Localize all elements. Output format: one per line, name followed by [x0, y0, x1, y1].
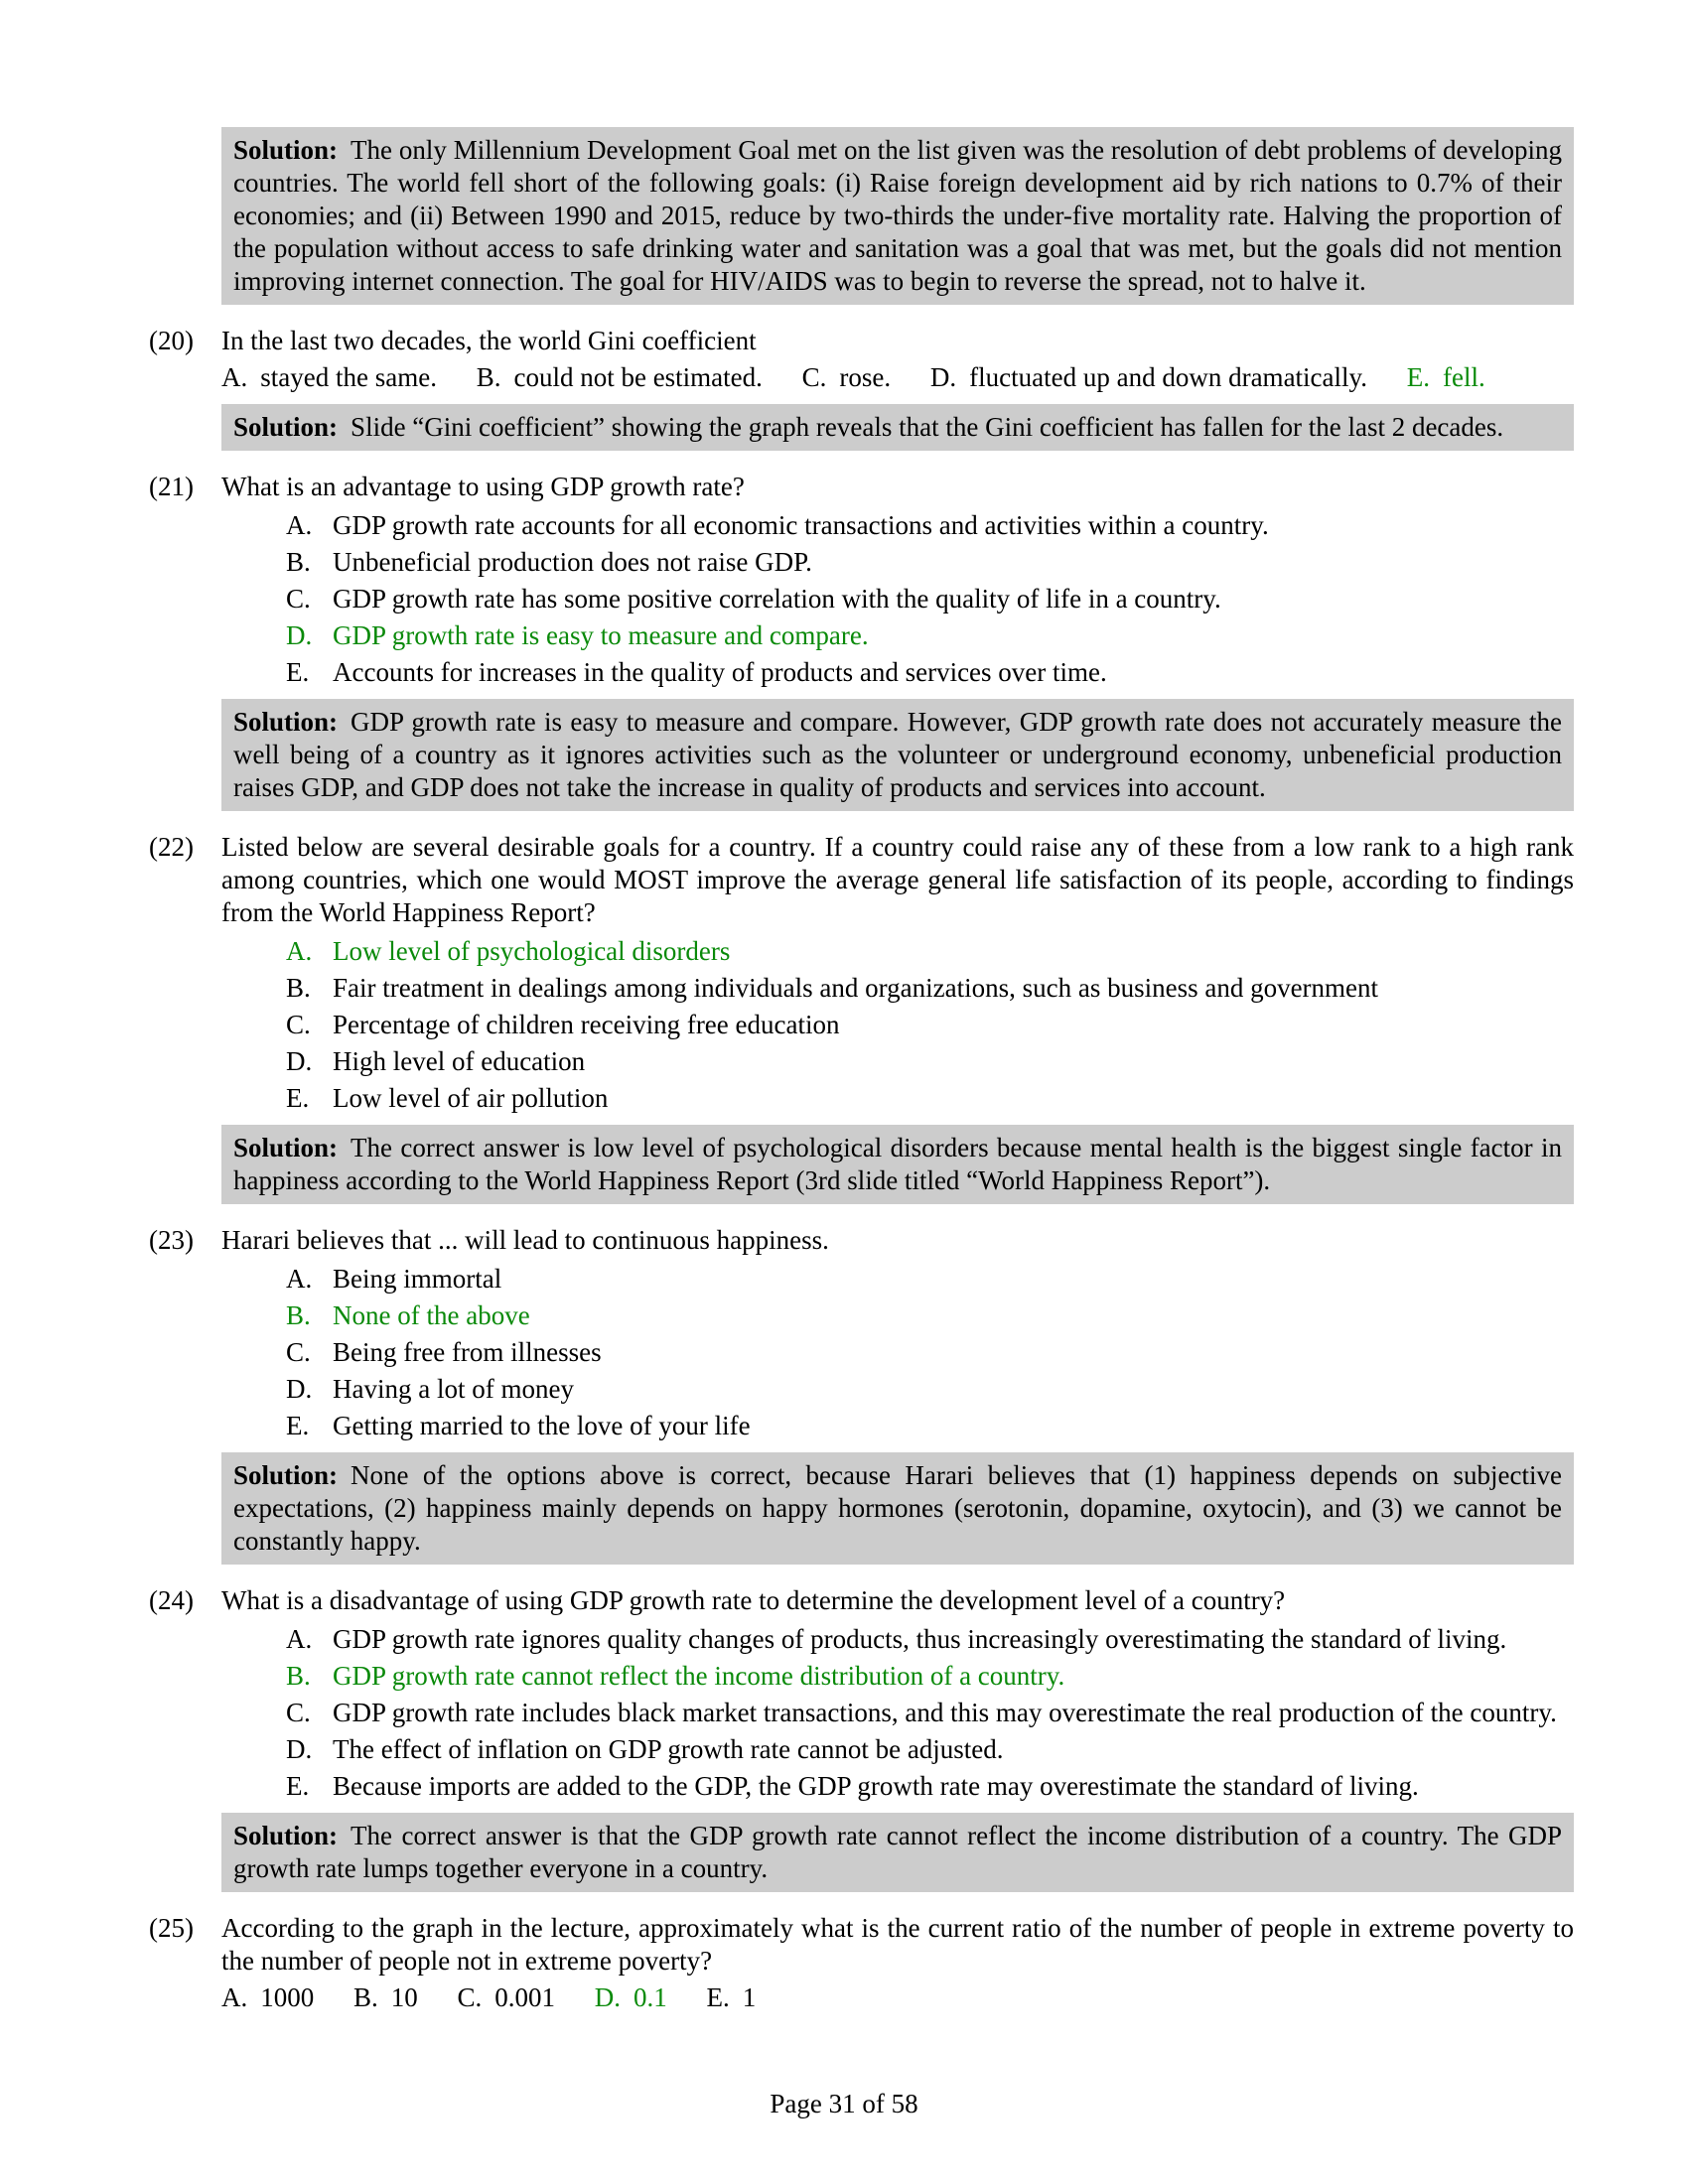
- question-20: [149, 325, 1574, 451]
- option-d-correct: D. GDP growth rate is easy to measure and compare.: [286, 620, 869, 650]
- options-list: [286, 1263, 1574, 1442]
- option-b: B. could not be estimated.: [476, 362, 763, 392]
- question-text: Listed below are several desirable goals for a country. If a country could raise any of these from a low rank to a high rank among countries, which one would MOST improve the average general life satisfaction of its people, according to findings from the World Happiness Report?: [221, 832, 1574, 927]
- option-a: A. GDP growth rate ignores quality changes of products, thus increasingly overestimating the standard of living.: [286, 1624, 1507, 1654]
- solution-text: The correct answer is low level of psychological disorders because mental health is the biggest single factor in happiness according to the World Happiness Report (3rd slide titled “World Happiness Report”).: [233, 1133, 1562, 1195]
- options-list: [286, 509, 1574, 689]
- question-text: In the last two decades, the world Gini coefficient: [221, 326, 757, 355]
- solution-box: [221, 1452, 1574, 1565]
- solution-box: [221, 1125, 1574, 1204]
- option-e: E. Accounts for increases in the quality of products and services over time.: [286, 657, 1107, 687]
- option-d: D. Having a lot of money: [286, 1374, 574, 1404]
- question-number: (24): [149, 1585, 194, 1615]
- option-a-correct: A. Low level of psychological disorders: [286, 936, 731, 966]
- question-number: (23): [149, 1225, 194, 1255]
- solution-text: Slide “Gini coefficient” showing the graph reveals that the Gini coefficient has fallen for the last 2 decades.: [351, 412, 1504, 442]
- options-inline: [221, 1981, 1574, 2014]
- option-a: A. GDP growth rate accounts for all economic transactions and activities within a country.: [286, 510, 1269, 540]
- option-e: E. Getting married to the love of your life: [286, 1411, 751, 1440]
- solution-box: [221, 127, 1574, 305]
- options-inline: [221, 361, 1574, 394]
- question-21: [149, 471, 1574, 811]
- option-b: B. Fair treatment in dealings among individuals and organizations, such as business and government: [286, 973, 1379, 1003]
- solution-label: Solution:: [233, 1133, 339, 1162]
- option-e: E. Because imports are added to the GDP, the GDP growth rate may overestimate the standard of living.: [286, 1771, 1419, 1801]
- option-d-correct: D. 0.1: [594, 1982, 667, 2012]
- option-a: A. stayed the same.: [221, 362, 437, 392]
- option-c: C. 0.001: [457, 1982, 556, 2012]
- question-22: [149, 831, 1574, 1204]
- question-number: (20): [149, 326, 194, 355]
- question-text: Harari believes that ... will lead to continuous happiness.: [221, 1225, 829, 1255]
- solution-label: Solution:: [233, 412, 339, 442]
- option-c: C. Being free from illnesses: [286, 1337, 602, 1367]
- option-d: D. fluctuated up and down dramatically.: [929, 362, 1368, 392]
- solution-text: None of the options above is correct, because Harari believes that (1) happiness depends on subjective expectations, (2) happiness mainly depends on happy hormones (serotonin, dopamine, oxytocin), and (3) we cannot be constantly happy.: [233, 1460, 1562, 1556]
- question-text: What is a disadvantage of using GDP growth rate to determine the development level of a country?: [221, 1585, 1286, 1615]
- question-number: (21): [149, 472, 194, 501]
- option-c: C. rose.: [801, 362, 892, 392]
- solution-label: Solution:: [233, 135, 339, 165]
- options-list: [286, 1623, 1574, 1803]
- option-a: A. 1000: [221, 1982, 315, 2012]
- question-24: [149, 1584, 1574, 1892]
- solution-text: GDP growth rate is easy to measure and compare. However, GDP growth rate does not accurately measure the well being of a country as it ignores activities such as the volunteer or underground economy, unbeneficial production raises GDP, and GDP does not take the increase in quality of products and services into account.: [233, 707, 1562, 802]
- solution-label: Solution:: [233, 1460, 339, 1490]
- question-number: (25): [149, 1913, 194, 1943]
- question-text: According to the graph in the lecture, approximately what is the current ratio of the number of people in extreme poverty to the number of people not in extreme poverty?: [221, 1913, 1574, 1976]
- option-b-correct: B. None of the above: [286, 1300, 530, 1330]
- page-footer: Page 31 of 58: [770, 2089, 918, 2118]
- option-b-correct: B. GDP growth rate cannot reflect the income distribution of a country.: [286, 1661, 1065, 1691]
- option-a: A. Being immortal: [286, 1264, 502, 1294]
- option-b: B. Unbeneficial production does not raise GDP.: [286, 547, 812, 577]
- solution-box: [221, 404, 1574, 451]
- solution-label: Solution:: [233, 707, 339, 737]
- question-text: What is an advantage to using GDP growth rate?: [221, 472, 745, 501]
- options-list: [286, 935, 1574, 1115]
- question-number: (22): [149, 832, 194, 862]
- option-c: C. Percentage of children receiving free education: [286, 1010, 840, 1039]
- option-d: D. High level of education: [286, 1046, 586, 1076]
- solution-box: [221, 1813, 1574, 1892]
- solution-text: The correct answer is that the GDP growth rate cannot reflect the income distribution of a country. The GDP growth rate lumps together everyone in a country.: [233, 1821, 1562, 1883]
- solution-text: The only Millennium Development Goal met on the list given was the resolution of debt problems of developing countries. The world fell short of the following goals: (i) Raise foreign development aid by rich nations to 0.7% of their economies; and (ii) Between 1990 and 2015, reduce by two-thirds the under-five mortality rate. Halving the proportion of the population without access to safe drinking water and sanitation was a goal that was met, but the goals did not mention improving internet connection. The goal for HIV/AIDS was to begin to reverse the spread, not to halve it.: [233, 135, 1562, 296]
- question-25: [149, 1912, 1574, 2014]
- question-23: [149, 1224, 1574, 1565]
- option-c: C. GDP growth rate includes black market transactions, and this may overestimate the real production of the country.: [286, 1698, 1557, 1727]
- option-c: C. GDP growth rate has some positive correlation with the quality of life in a country.: [286, 584, 1221, 614]
- option-e: E. 1: [706, 1982, 757, 2012]
- option-d: D. The effect of inflation on GDP growth rate cannot be adjusted.: [286, 1734, 1004, 1764]
- option-e: E. Low level of air pollution: [286, 1083, 609, 1113]
- solution-box: [221, 699, 1574, 811]
- page-content: [149, 127, 1574, 2014]
- option-e-correct: E. fell.: [1406, 362, 1485, 392]
- solution-label: Solution:: [233, 1821, 339, 1850]
- option-b: B. 10: [353, 1982, 418, 2012]
